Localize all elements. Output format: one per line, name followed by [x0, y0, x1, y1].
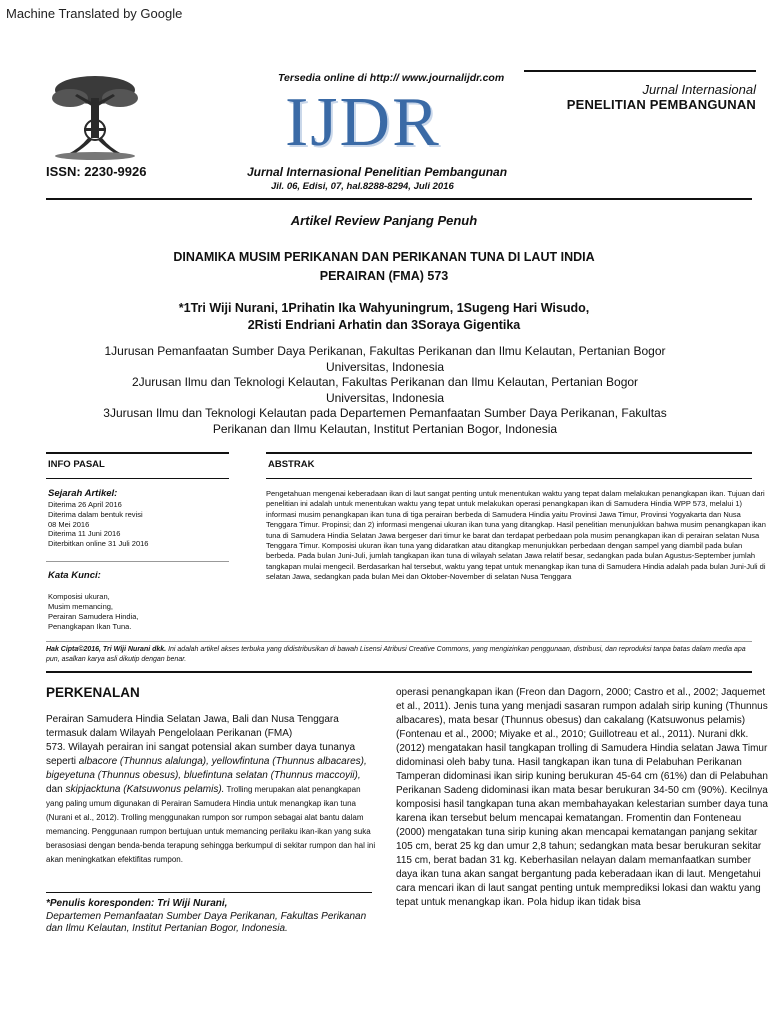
- journal-right-line1: Jurnal Internasional: [642, 82, 756, 97]
- affil2-b: Universitas, Indonesia: [325, 390, 445, 405]
- keyword-item: Perairan Samudera Hindia,: [48, 612, 139, 621]
- keyword-item: Penangkapan Ikan Tuna.: [48, 622, 132, 631]
- abstract-rule-top: [266, 452, 752, 454]
- copyright-rest: Ini adalah artikel akses terbuka yang didistribusikan di bawah Lisensi Atribusi Creative Commons, yang mengizinkan penggunaan, distribusi, dan reproduksi tanpa batas dalam media apa pun, asalkan karya asli dikutip dengan benar.: [46, 646, 746, 663]
- affil1-a: 1Jurusan Pemanfaatan Sumber Daya Perikanan, Fakultas Perikanan dan Ilmu Kelautan, Pertanian Bogor: [104, 344, 666, 358]
- intro-left-column: [46, 713, 376, 867]
- keywords-heading: Kata Kunci:: [48, 570, 101, 581]
- intro-heading: PERKENALAN: [46, 685, 140, 700]
- intro-left-p2b: dan: [46, 784, 66, 795]
- abstract-heading: ABSTRAK: [268, 459, 315, 470]
- info-rule-keywords: [46, 561, 229, 562]
- info-rule-top: [46, 452, 229, 454]
- footnote-rest: Departemen Pemanfaatan Sumber Daya Perikanan, Fakultas Perikanan dan Ilmu Kelautan, Institut Pertanian Bogor, Indonesia.: [46, 910, 367, 934]
- affil1-b: Universitas, Indonesia: [325, 359, 445, 374]
- copyright-rule: [46, 641, 752, 642]
- intro-left-p2: [46, 741, 376, 867]
- abstract-rule-mid: [266, 478, 752, 479]
- authors: [80, 300, 688, 334]
- affil3-a: 3Jurusan Ilmu dan Teknologi Kelautan pada Departemen Pemanfaatan Sumber Daya Perikanan, Fakultas: [103, 406, 667, 420]
- affiliations: [40, 344, 730, 437]
- available-online-text: Tersedia online di http:// www.journalijdr.com: [278, 72, 505, 84]
- keyword-item: Komposisi ukuran,: [48, 592, 110, 601]
- footnote-bold: *Penulis koresponden: Tri Wiji Nurani,: [46, 898, 228, 909]
- info-rule-mid: [46, 478, 229, 479]
- intro-species-list: albacore (Thunnus alalunga), yellowfintuna (Thunnus albacares), bigeyetuna (Thunnus obesus), bluefintuna selatan (Thunnus maccoyii),: [46, 756, 367, 781]
- journal-volume: Jil. 06, Edisi, 07, hal.8288-8294, Juli 2016: [271, 181, 454, 192]
- journal-title-block: [524, 70, 756, 112]
- info-heading: INFO PASAL: [48, 459, 105, 470]
- history-item: Diterima 26 April 2016: [48, 500, 122, 509]
- issn: ISSN: 2230-9926: [46, 164, 147, 179]
- journal-right-line2: PENELITIAN PEMBANGUNAN: [566, 97, 756, 112]
- history-item: Diterima 11 Juni 2016: [48, 529, 121, 539]
- copyright-bold: Hak Cipta©2016, Tri Wiji Nurani dkk.: [46, 646, 167, 653]
- authors-line2: 2Risti Endriani Arhatin dan 3Soraya Gigentika: [247, 318, 521, 332]
- ijdr-logo-text: IJDR: [285, 84, 441, 161]
- article-title: [90, 248, 678, 286]
- tree-logo-icon: [40, 68, 150, 164]
- history-heading: Sejarah Artikel:: [48, 488, 118, 499]
- title-line2: PERAIRAN (FMA) 573: [319, 269, 449, 283]
- body-rule: [46, 671, 752, 673]
- intro-left-small: Trolling merupakan alat penangkapan yang paling umum digunakan di Perairan Samudera Hindia untuk menangkap ikan tuna (Nurani et al., 2012). Trolling menggunakan rumpon sor rumpon sebagai alat bantu dalam memancing. Penggunaan rumpon bertujuan untuk memancing perilaku ikan-ikan yang suka berasosiasi dengan benda-benda terapung sehingga berkumpul di sekitar rumpon dan hal ini akan meningkatkan efektifitas rumpon.: [46, 785, 376, 864]
- history-item: 08 Mei 2016: [48, 519, 90, 529]
- corresponding-author-footnote: [46, 898, 376, 936]
- history-item: Diterima dalam bentuk revisi: [48, 509, 143, 519]
- keywords-list: [48, 592, 138, 632]
- intro-species-skipjack: skipjacktuna (Katsuwonus pelamis).: [65, 784, 225, 795]
- intro-right-column: [396, 686, 768, 910]
- intro-right-text: operasi penangkapan ikan (Freon dan Dagorn, 2000; Castro et al., 2002; Jaquemet et al., 2011). Jenis tuna yang menjadi sasaran rumpon adalah sirip kuning (Thunnus albacares), mata besar (Thunnus obesus) dan cakalang (Katsuwonus pelamis) (Fontenau et al., 2000; Miyake et al., 2010; Guillotreau et al., 2011). Nurani dkk. (2012) mengatakan hasil tangkapan trolling di Samudera Hindia selatan Jawa Timur didominasi oleh baby tuna. Hasil tangkapan ikan tuna di Pelabuhan Perikanan Tamperan didominasi ikan sirip kuning berukuran 45-64 cm (61%) dan di Pelabuhan Perikanan Sadeng didominasi ikan mata besar berukuran 34-50 cm (90%). Kecilnya komposisi hasil tangkapan tuna akan membahayakan kelestarian sumber daya tuna karena ikan tersebut belum mencapai kematangan. Fromentin dan Fonteneau (2000) mengatakan tuna sirip kuning akan mencapai kematangan panjang sekitar 105 cm, berat 25 kg dan umur 2,8 tahun; sedangkan mata besar berukuran sekitar 115 cm, berat badan 31 kg. Keberhasilan nelayan dalam memanfaatkan sumber daya ikan tuna akan sangat bergantung pada keberadaan ikan di laut. Mengetahui cara mencari ikan di laut sangat penting untuk memprediksi lokasi dan waktu yang tepat untuk menangkap ikan. Pola hidup ikan tidak bisa: [396, 687, 768, 908]
- keyword-item: Musim memancing,: [48, 602, 114, 611]
- header-rule: [46, 198, 752, 200]
- footnote-rule: [46, 892, 372, 893]
- history-list: [48, 500, 148, 549]
- title-line1: DINAMIKA MUSIM PERIKANAN DAN PERIKANAN TUNA DI LAUT INDIA: [173, 250, 595, 264]
- machine-translated-note: Machine Translated by Google: [6, 6, 183, 21]
- history-item: Diterbitkan online 31 Juli 2016: [48, 539, 149, 549]
- intro-left-p1: Perairan Samudera Hindia Selatan Jawa, Bali dan Nusa Tenggara termasuk dalam Wilayah Pengelolaan Perikanan (FMA): [46, 714, 339, 739]
- affil3-b: Perikanan dan Ilmu Kelautan, Institut Pertanian Bogor, Indonesia: [212, 421, 558, 436]
- copyright-notice: [46, 645, 752, 664]
- intro-left-p2a: 573. Wilayah perairan ini sangat potensial akan sumber daya tunanya seperti: [46, 742, 356, 767]
- authors-line1: *1Tri Wiji Nurani, 1Prihatin Ika Wahyuningrum, 1Sugeng Hari Wisudo,: [178, 301, 590, 315]
- journal-name: Jurnal Internasional Penelitian Pembangunan: [247, 165, 508, 179]
- affil2-a: 2Jurusan Ilmu dan Teknologi Kelautan, Fakultas Perikanan dan Ilmu Kelautan, Pertanian Bogor: [131, 375, 639, 389]
- abstract-text: Pengetahuan mengenai keberadaan ikan di laut sangat penting untuk menentukan waktu yang tepat dalam melakukan penangkapan ikan. Tujuan dari penelitian ini adalah untuk menentukan waktu yang tepat untuk melakukan operasi penangkapan ikan di Samudera Hindia WPP 573, melalui 1) informasi musim penangkapan ikan tuna di tiga perairan berbeda di Samudera Hindia yaitu Provinsi Jawa Timur, Provinsi Yogyakarta dan Nusa Tenggara Timur. Propinsi; dan 2) informasi mengenai ukuran ikan tuna yang ditangkap. Hasil penelitian menunjukkan bahwa musim penangkapan ikan tuna di Samudera Hindia Selatan Jawa bergeser dari timur ke barat dan terdapat perbedaan pola musim penangkapan ikan di perairan selatan Nusa Tenggara Timur. Komposisi ukuran ikan tuna yang didaratkan atau ditangkap menunjukkan perbedaan dengan sampel yang diambil pada bulan berbeda. Pada bulan Juni-Juli, jumlah tangkapan ikan tuna di wilayah selatan Jawa relatif besar, sedangkan pada bulan Agustus-September jumlah tangkapan mulai mengecil. Berdasarkan hal tersebut, waktu yang tepat untuk menangkap ikan tuna di Samudera Hindia adalah pada bulan Juni-Juli di selatan Jawa, sedangkan pada bulan Mei dan Oktober-November di selatan Nusa Tenggara: [266, 489, 766, 582]
- article-type: Artikel Review Panjang Penuh: [290, 213, 478, 228]
